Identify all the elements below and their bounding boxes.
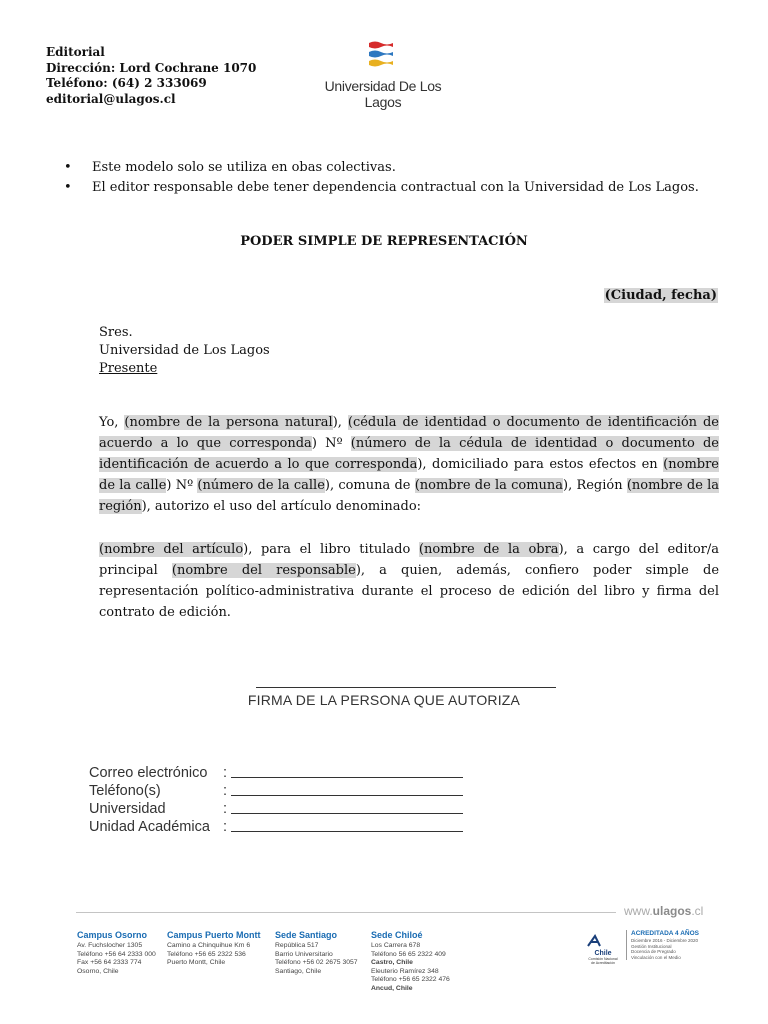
authorization-paragraph (99, 412, 719, 517)
contact-line: Teléfono: (64) 2 333069 (46, 76, 207, 90)
bullet-icon: • (64, 160, 72, 175)
list-item (64, 178, 699, 198)
contact-line: Editorial (46, 45, 105, 59)
placeholder-field: (cédula de identidad o documento de identificación de acuerdo a lo que corresponda (99, 415, 719, 451)
campus-line: Teléfono +56 65 2322 476 (371, 976, 450, 984)
bullet-icon: • (64, 180, 72, 195)
field-label: Universidad (89, 801, 166, 817)
cna-logo-text: Chile (594, 950, 612, 957)
sede-santiago (275, 929, 358, 976)
accreditation-details (626, 930, 709, 960)
paragraph-text: ), Región (563, 478, 627, 493)
document-title: PODER SIMPLE DE REPRESENTACIÓN (240, 234, 528, 249)
paragraph-text: ) Nº (311, 436, 351, 451)
campus-line: Puerto Montt, Chile (167, 959, 226, 967)
field-separator: : (223, 783, 228, 799)
logo-text: Universidad De Los Lagos (324, 78, 442, 110)
placeholder-field: (nombre de la comuna (414, 478, 564, 493)
accreditation-line: Diciembre 2016 - Diciembre 2020 (631, 938, 699, 943)
campus-osorno (77, 929, 156, 976)
campus-line: Teléfono 56 65 2322 409 (371, 950, 446, 958)
field-label: Unidad Académica (89, 819, 210, 835)
field-label: Teléfono(s) (89, 783, 161, 799)
instructions-list (64, 158, 699, 198)
campus-line: Castro, Chile (371, 959, 413, 967)
field-separator: : (223, 801, 228, 817)
accreditation-line: Docencia de Pregrado (631, 949, 676, 954)
campus-name: Sede Santiago (275, 930, 338, 940)
academic-unit-blank[interactable] (231, 818, 463, 832)
placeholder-field: (nombre de la persona natural (124, 415, 333, 430)
campus-line: Teléfono +56 65 2322 536 (167, 950, 246, 958)
footer-divider (76, 912, 616, 913)
campus-line: Av. Fuchslocher 1305 (77, 942, 143, 949)
cna-check-icon (586, 934, 620, 948)
campus-line: Eleuterio Ramírez 348 (371, 967, 439, 975)
greeting-line: Sres. (99, 325, 133, 340)
paragraph-text: ), a quien, además, confiero poder simple de representación político-administrativa durante el proceso de edición del libro y firma del contrato de edición. (99, 563, 720, 620)
form-row (89, 800, 463, 818)
contact-line: editorial@ulagos.cl (46, 91, 176, 106)
signature-line (256, 680, 556, 688)
university-logo (308, 36, 458, 110)
accreditation-line: Vinculación con el Medio (631, 954, 681, 960)
logo-waves-icon (308, 36, 458, 76)
campus-name: Campus Puerto Montt (167, 930, 261, 940)
form-row (89, 764, 463, 782)
sede-chiloe (371, 929, 450, 994)
form-row (89, 782, 463, 800)
campus-line: Barrio Universitario (275, 950, 333, 958)
campus-line: Teléfono +56 64 2333 000 (77, 950, 156, 958)
paragraph-text: ), para el libro titulado (243, 542, 419, 557)
university-blank[interactable] (231, 800, 463, 814)
campus-line: Ancud, Chile (371, 984, 413, 992)
campus-line: República 517 (275, 942, 319, 949)
editorial-contact (46, 45, 256, 107)
signature-label: FIRMA DE LA PERSONA QUE AUTORIZA (247, 692, 521, 708)
accreditation-title: ACREDITADA 4 AÑOS (631, 930, 700, 937)
campus-line: Los Carrera 678 (371, 942, 421, 949)
paragraph-text: ), domiciliado para estos efectos en (417, 457, 664, 472)
instruction-text: El editor responsable debe tener dependencia contractual con la Universidad de Los Lagos. (92, 180, 699, 195)
contact-fields (89, 764, 463, 836)
campus-line: Osorno, Chile (77, 967, 119, 975)
placeholder-field: (número de la cédula de identidad o documento de identificación de acuerdo a lo que corresponda (99, 436, 720, 472)
representation-paragraph (99, 539, 719, 623)
paragraph-text: ) Nº (166, 478, 198, 493)
phone-blank[interactable] (231, 782, 463, 796)
paragraph-text: Yo, (99, 415, 125, 430)
paragraph-text: ), a cargo del editor/a principal (99, 542, 720, 578)
field-separator: : (223, 819, 228, 835)
accreditation-line: Gestión Institucional (631, 943, 672, 949)
greeting-line: Presente (99, 361, 158, 376)
field-separator: : (223, 765, 228, 781)
accreditation-badge (586, 930, 706, 974)
cna-logo (586, 934, 620, 965)
campus-puerto-montt (167, 929, 261, 968)
list-item (64, 158, 699, 178)
campus-line: Santiago, Chile (275, 967, 322, 975)
placeholder-field: (número de la calle (197, 478, 325, 493)
greeting-line: Universidad de Los Lagos (99, 343, 270, 358)
website-link[interactable]: www.ulagos.cl (624, 904, 704, 918)
placeholder-field: (nombre de la obra (418, 542, 559, 557)
contact-line: Dirección: Lord Cochrane 1070 (46, 60, 257, 75)
campus-line: Teléfono +56 02 2675 3057 (275, 959, 358, 967)
cna-logo-subtitle: Comisión Nacional de Acreditación (588, 957, 618, 965)
campus-line: Fax +56 64 2333 774 (77, 959, 142, 967)
campus-name: Sede Chiloé (371, 930, 423, 940)
field-label: Correo electrónico (89, 765, 208, 781)
form-row (89, 818, 463, 836)
paragraph-text: ), autorizo el uso del artículo denominado: (141, 499, 422, 514)
instruction-text: Este modelo solo se utiliza en obas colectivas. (92, 160, 396, 175)
greeting (99, 324, 270, 378)
campus-line: Camino a Chinquihue Km 6 (167, 942, 251, 949)
place-date-field: (Ciudad, fecha) (604, 288, 717, 303)
paragraph-text: ), comuna de (324, 478, 415, 493)
campus-name: Campus Osorno (77, 930, 148, 940)
placeholder-field: (nombre de la región (99, 478, 720, 514)
placeholder-field: (nombre del responsable (171, 563, 356, 578)
placeholder-field: (nombre de la calle (99, 457, 719, 493)
placeholder-field: (nombre del artículo (99, 542, 244, 557)
email-blank[interactable] (231, 764, 463, 778)
paragraph-text: ), (332, 415, 348, 430)
